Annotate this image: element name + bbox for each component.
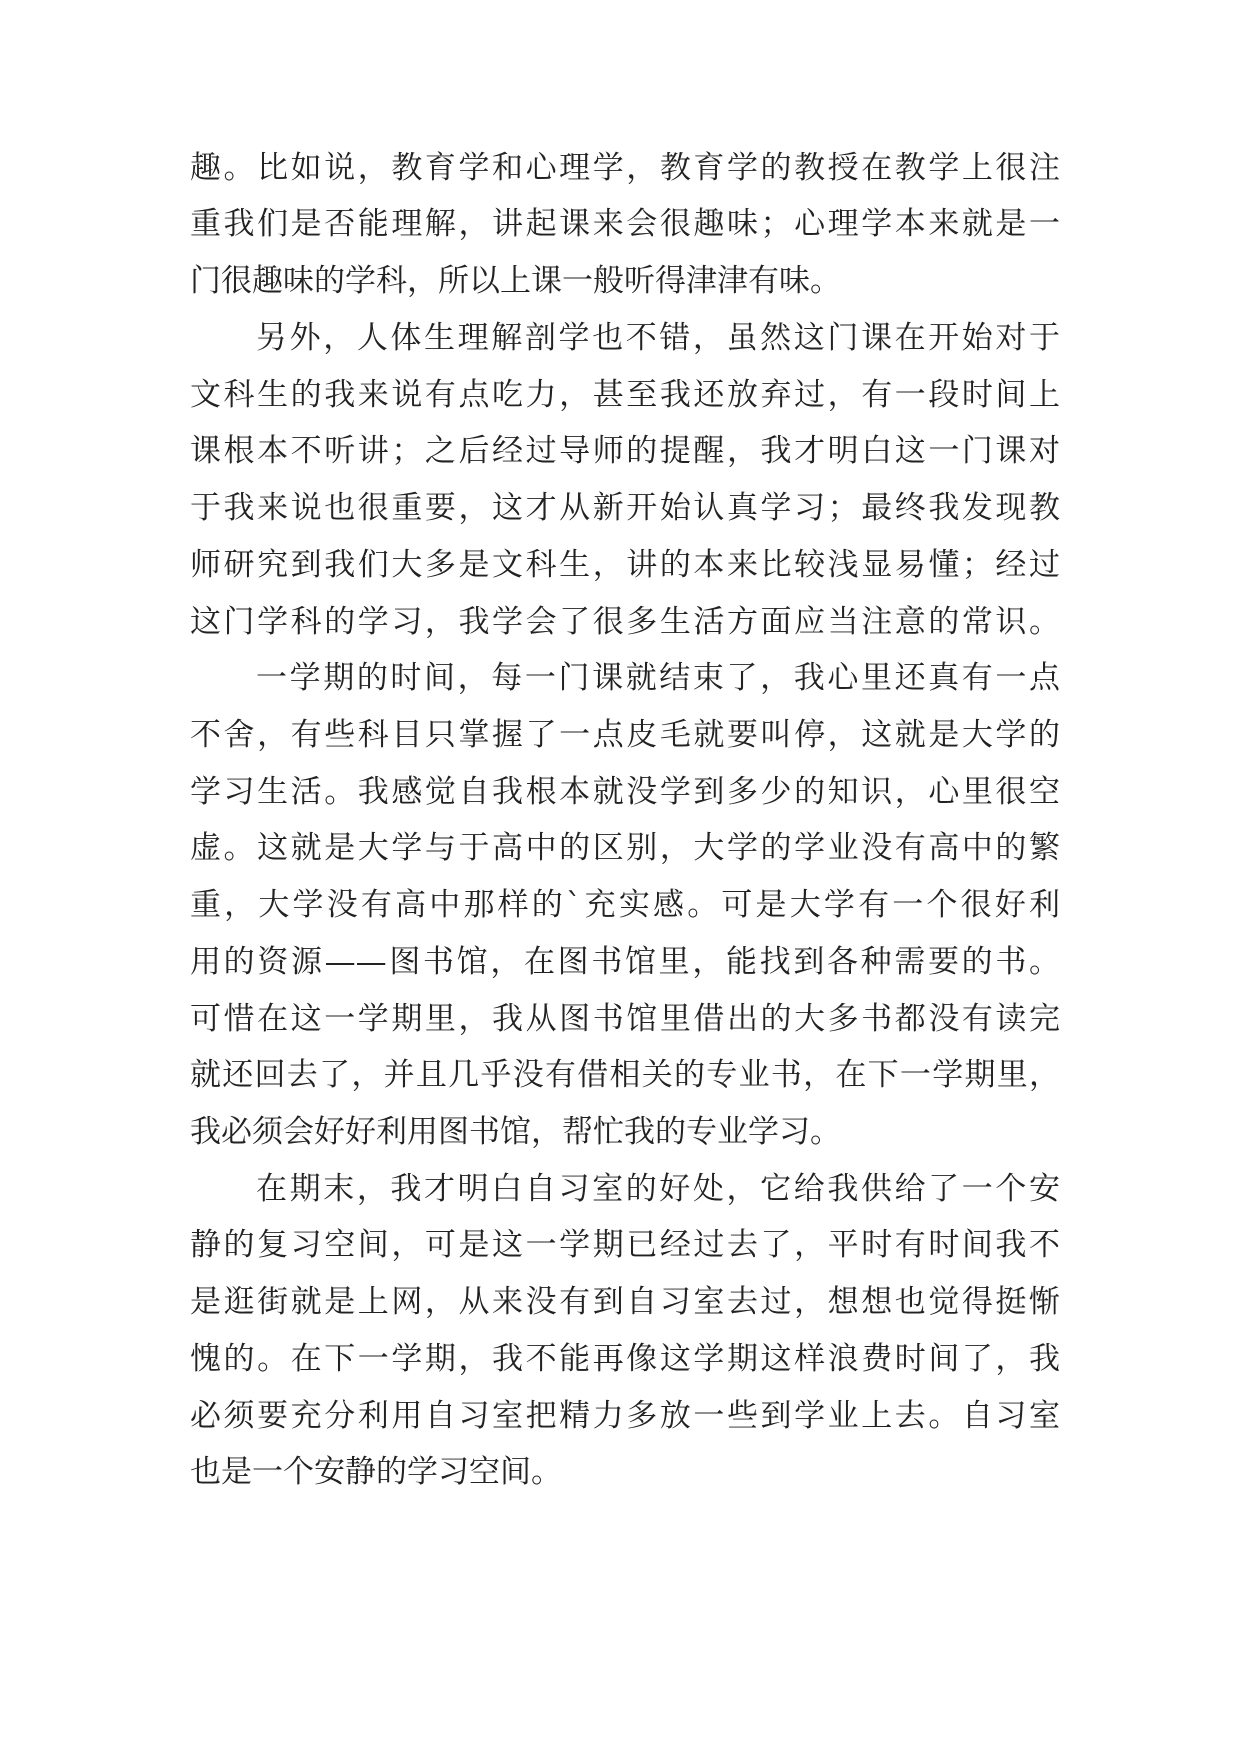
paragraph-first-line: 在期末，我才明白自习室的好处，它给我供给了一个安 bbox=[256, 1171, 1060, 1207]
text-line: 重，大学没有高中那样的`充实感。可是大学有一个很好利 bbox=[190, 887, 1060, 923]
text-line: 虚。这就是大学与于高中的区别，大学的学业没有高中的繁 bbox=[190, 830, 1060, 866]
text-line: 门很趣味的学科，所以上课一般听得津津有味。 bbox=[190, 263, 841, 299]
text-line: 可惜在这一学期里，我从图书馆里借出的大多书都没有读完 bbox=[190, 1001, 1060, 1037]
text-line: 愧的。在下一学期，我不能再像这学期这样浪费时间了，我 bbox=[190, 1341, 1060, 1377]
text-line: 必须要充分利用自习室把精力多放一些到学业上去。自习室 bbox=[190, 1398, 1060, 1434]
text-line: 我必须会好好利用图书馆，帮忙我的专业学习。 bbox=[190, 1114, 841, 1150]
paragraph-first-line: 另外，人体生理解剖学也不错，虽然这门课在开始对于 bbox=[256, 320, 1060, 356]
text-line: 用的资源——图书馆，在图书馆里，能找到各种需要的书。 bbox=[190, 944, 1060, 980]
paragraph-first-line: 一学期的时间，每一门课就结束了，我心里还真有一点 bbox=[256, 660, 1060, 696]
text-line: 课根本不听讲；之后经过导师的提醒，我才明白这一门课对 bbox=[190, 433, 1060, 469]
text-line: 于我来说也很重要，这才从新开始认真学习；最终我发现教 bbox=[190, 490, 1060, 526]
text-line: 是逛街就是上网，从来没有到自习室去过，想想也觉得挺惭 bbox=[190, 1284, 1060, 1320]
text-line: 就还回去了，并且几乎没有借相关的专业书，在下一学期里， bbox=[190, 1057, 1060, 1093]
text-line: 静的复习空间，可是这一学期已经过去了，平时有时间我不 bbox=[190, 1227, 1060, 1263]
text-line: 趣。比如说，教育学和心理学，教育学的教授在教学上很注 bbox=[190, 150, 1060, 186]
text-line: 也是一个安静的学习空间。 bbox=[190, 1454, 562, 1490]
text-line: 学习生活。我感觉自我根本就没学到多少的知识，心里很空 bbox=[190, 774, 1060, 810]
text-line: 师研究到我们大多是文科生，讲的本来比较浅显易懂；经过 bbox=[190, 547, 1060, 583]
text-line: 这门学科的学习，我学会了很多生活方面应当注意的常识。 bbox=[190, 604, 1060, 640]
text-line: 重我们是否能理解，讲起课来会很趣味；心理学本来就是一 bbox=[190, 206, 1060, 242]
text-line: 文科生的我来说有点吃力，甚至我还放弃过，有一段时间上 bbox=[190, 377, 1060, 413]
text-line: 不舍，有些科目只掌握了一点皮毛就要叫停，这就是大学的 bbox=[190, 717, 1060, 753]
